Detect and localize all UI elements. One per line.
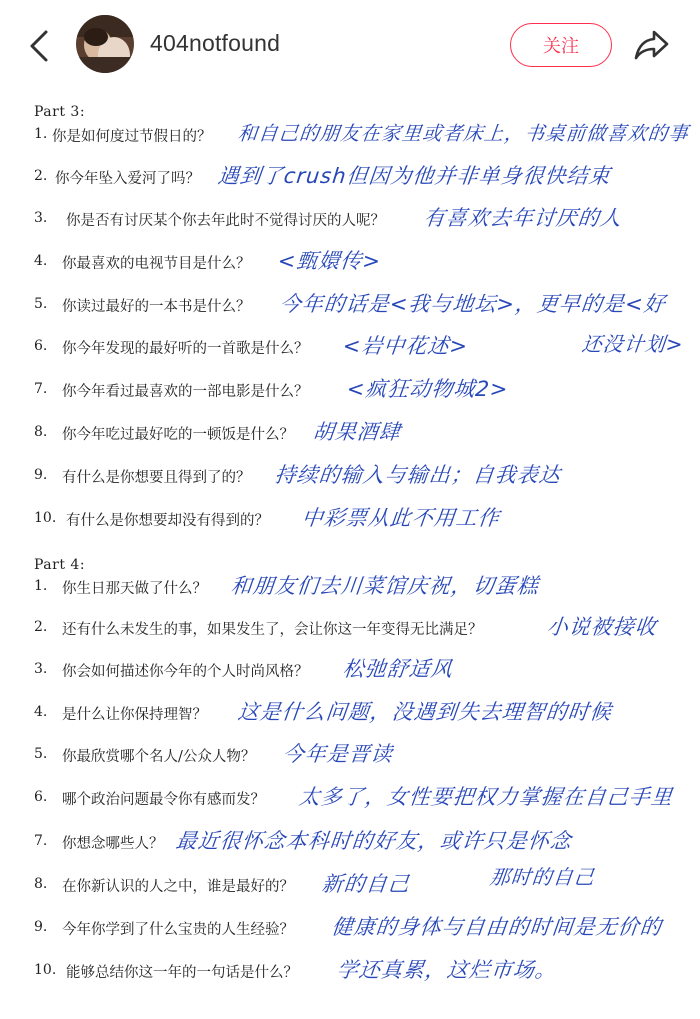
qa-item	[0, 330, 700, 364]
question-number: 10.	[34, 962, 57, 978]
avatar[interactable]	[76, 15, 134, 73]
handwritten-answer: 遇到了crush但因为他并非单身很快结束	[216, 164, 612, 188]
handwritten-answer: 今年是晋读	[281, 742, 395, 766]
qa-item	[0, 373, 700, 407]
handwritten-answer: <岩中花述>	[341, 334, 470, 358]
question-number: 5.	[34, 296, 48, 312]
qa-item	[0, 502, 700, 536]
part4-title: Part 4:	[34, 557, 86, 573]
question-number: 1.	[34, 126, 48, 142]
handwritten-answer: <疯狂动物城2>	[345, 377, 510, 401]
question-number: 3.	[34, 210, 48, 226]
qa-item	[0, 868, 700, 902]
question-number: 8.	[34, 424, 48, 440]
question-text: 你今年吃过最好吃的一顿饭是什么？	[62, 427, 294, 443]
question-number: 1.	[34, 578, 48, 594]
back-button[interactable]	[24, 26, 58, 66]
question-text: 哪个政治问题最令你有感而发？	[62, 792, 265, 808]
handwritten-answer: 有喜欢去年讨厌的人	[422, 206, 624, 230]
qa-item	[0, 245, 700, 279]
question-number: 8.	[34, 876, 48, 892]
question-text: 你读过最好的一本书是什么？	[62, 299, 251, 315]
question-text: 是什么让你保持理智？	[62, 707, 207, 723]
question-number: 6.	[34, 338, 48, 354]
question-text: 你最欣赏哪个名人/公众人物？	[62, 749, 256, 765]
question-number: 6.	[34, 789, 48, 805]
question-text: 你是如何度过节假日的？	[52, 129, 212, 145]
handwritten-answer: 新的自己	[320, 872, 412, 896]
question-text: 你想念哪些人？	[62, 836, 164, 852]
handwritten-answer: 小说被接收	[545, 615, 659, 639]
question-number: 10.	[34, 510, 57, 526]
part3-title: Part 3:	[34, 104, 86, 120]
follow-button[interactable]: 关注	[510, 23, 612, 67]
post-content	[0, 92, 700, 1019]
question-text: 能够总结你这一年的一句话是什么？	[66, 965, 298, 981]
handwritten-answer: 健康的身体与自由的时间是无价的	[330, 915, 664, 939]
handwritten-answer: 这是什么问题，没遇到失去理智的时候	[236, 700, 614, 724]
handwritten-answer: 学还真累，这烂市场。	[335, 958, 559, 982]
question-text: 你今年看过最喜欢的一部电影是什么？	[62, 384, 309, 400]
question-text: 你是否有讨厌某个你去年此时不觉得讨厌的人呢？	[66, 213, 385, 229]
qa-item	[0, 738, 700, 772]
avatar-image	[76, 15, 134, 73]
question-number: 5.	[34, 746, 48, 762]
username[interactable]: 404notfound	[150, 30, 281, 56]
qa-item	[0, 202, 700, 236]
question-number: 9.	[34, 467, 48, 483]
question-number: 3.	[34, 661, 48, 677]
top-bar	[0, 0, 700, 92]
qa-item	[0, 911, 700, 945]
qa-item	[0, 459, 700, 493]
handwritten-answer: 中彩票从此不用工作	[300, 506, 502, 530]
share-arrow-icon	[632, 24, 672, 64]
handwritten-answer-continued: 还没计划>	[580, 332, 685, 356]
qa-item	[0, 416, 700, 450]
question-number: 2.	[34, 168, 48, 184]
question-number: 4.	[34, 253, 48, 269]
question-number: 7.	[34, 381, 48, 397]
qa-item	[0, 118, 700, 152]
question-text: 你生日那天做了什么？	[62, 581, 207, 597]
handwritten-answer-continued: 那时的自己	[488, 865, 597, 889]
question-number: 9.	[34, 919, 48, 935]
handwritten-answer: 今年的话是<我与地坛>，更早的是<好	[278, 292, 667, 316]
question-text: 你今年坠入爱河了吗？	[55, 171, 200, 187]
question-number: 2.	[34, 619, 48, 635]
qa-item	[0, 611, 700, 645]
question-number: 7.	[34, 833, 48, 849]
qa-item	[0, 781, 700, 815]
question-text: 还有什么未发生的事，如果发生了，会让你这一年变得无比满足？	[62, 622, 483, 638]
handwritten-answer: 最近很怀念本科时的好友，或许只是怀念	[174, 829, 574, 853]
qa-item	[0, 696, 700, 730]
handwritten-answer: 胡果酒肆	[311, 420, 403, 444]
handwritten-answer: 和自己的朋友在家里或者床上，书桌前做喜欢的事	[236, 122, 691, 145]
chevron-left-icon	[24, 26, 58, 66]
handwritten-answer: <甄嬛传>	[276, 249, 383, 273]
handwritten-answer: 和朋友们去川菜馆庆祝，切蛋糕	[229, 574, 541, 598]
question-text: 你最喜欢的电视节目是什么？	[62, 256, 251, 272]
question-text: 有什么是你想要且得到了的？	[62, 470, 251, 486]
question-text: 你今年发现的最好听的一首歌是什么？	[62, 341, 309, 357]
handwritten-answer: 松弛舒适风	[341, 657, 455, 681]
handwritten-answer: 持续的输入与输出；自我表达	[273, 463, 563, 487]
qa-item	[0, 954, 700, 988]
question-text: 有什么是你想要却没有得到的？	[66, 513, 269, 529]
question-text: 今年你学到了什么宝贵的人生经验？	[62, 922, 294, 938]
qa-item	[0, 570, 700, 604]
qa-item	[0, 653, 700, 687]
question-text: 在你新认识的人之中，谁是最好的？	[62, 879, 294, 895]
share-button[interactable]	[632, 24, 672, 64]
handwritten-answer: 太多了，女性要把权力掌握在自己手里	[297, 785, 675, 809]
question-number: 4.	[34, 704, 48, 720]
qa-item	[0, 160, 700, 194]
question-text: 你会如何描述你今年的个人时尚风格？	[62, 664, 309, 680]
